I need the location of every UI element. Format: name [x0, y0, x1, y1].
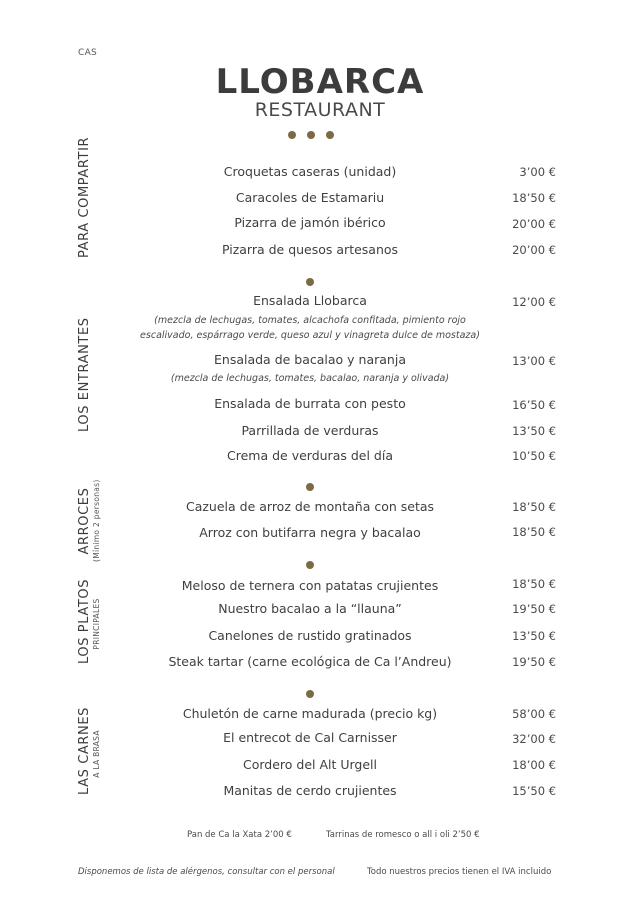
menu-item-price: 19’50 €	[512, 602, 556, 616]
menu-item-name: Pizarra de quesos artesanos	[221, 242, 399, 257]
menu-item-name: Nuestro bacalao a la “llauna”	[218, 601, 402, 616]
menu-item-price: 58’00 €	[512, 707, 556, 721]
menu-item-price: 18’00 €	[512, 758, 556, 772]
restaurant-title: LLOBARCA	[215, 62, 425, 102]
separator-dot	[306, 561, 314, 569]
menu-item-price: 32’00 €	[512, 732, 556, 746]
menu-item-price: 18’50 €	[512, 525, 556, 539]
menu-item-name: El entrecot de Cal Carnisser	[223, 730, 397, 745]
menu-item-description: (mezcla de lechugas, tomates, alcachofa confitada, pimiento rojo	[154, 315, 466, 326]
menu-item-price: 18’50 €	[512, 577, 556, 591]
menu-item-price: 10’50 €	[512, 449, 556, 463]
section-subtitle: PRINCIPALES	[92, 598, 101, 650]
menu-item-name: Cazuela de arroz de montaña con setas	[185, 499, 435, 514]
menu-item-price: 12’00 €	[512, 295, 556, 309]
menu-item-price: 18’50 €	[512, 500, 556, 514]
menu-item-price: 13’50 €	[512, 629, 556, 643]
title-dots-ornament	[288, 131, 334, 139]
separator-dot	[306, 690, 314, 698]
menu-item-name: Meloso de ternera con patatas crujientes	[181, 578, 439, 593]
menu-item-name: Pizarra de jamón ibérico	[234, 215, 386, 230]
separator-dot	[306, 278, 314, 286]
section-subtitle: (Mínimo 2 personas)	[92, 479, 101, 562]
menu-item-name: Cordero del Alt Urgell	[242, 757, 377, 772]
menu-item-price: 20’00 €	[512, 243, 556, 257]
menu-item-description: escalivado, espárrago verde, queso azul y vinagreta dulce de mostaza)	[140, 330, 480, 341]
allergens-note: Disponemos de lista de alérgenos, consultar con el personal	[78, 867, 335, 877]
menu-item-price: 15’50 €	[512, 784, 556, 798]
section-title: ARROCES	[77, 487, 92, 555]
menu-item-name: Chuletón de carne madurada (precio kg)	[182, 706, 438, 721]
menu-item-name: Ensalada de burrata con pesto	[214, 396, 406, 411]
vat-note: Todo nuestros precios tienen el IVA incluido	[367, 867, 552, 877]
menu-item-name: Croquetas caseras (unidad)	[223, 164, 397, 179]
bread-note: Pan de Ca la Xata 2’00 €	[187, 830, 292, 840]
menu-item-name: Canelones de rustido gratinados	[208, 628, 412, 643]
section-subtitle: A LA BRASA	[92, 730, 101, 778]
language-label[interactable]: CAS	[78, 48, 98, 58]
menu-item-name: Crema de verduras del día	[227, 448, 393, 463]
separator-dot	[306, 483, 314, 491]
section-title: LAS CARNES	[77, 706, 92, 795]
section-title: LOS ENTRANTES	[77, 317, 92, 432]
menu-item-price: 3’00 €	[519, 165, 556, 179]
menu-item-name: Manitas de cerdo crujientes	[223, 783, 397, 798]
menu-item-price: 20’00 €	[512, 217, 556, 231]
sauces-note: Tarrinas de romesco o all i oli 2’50 €	[326, 830, 480, 840]
menu-item-price: 18’50 €	[512, 191, 556, 205]
restaurant-subtitle: RESTAURANT	[254, 99, 386, 121]
menu-item-price: 16’50 €	[512, 398, 556, 412]
menu-item-name: Parrillada de verduras	[241, 423, 379, 438]
menu-item-name: Arroz con butifarra negra y bacalao	[199, 525, 421, 540]
menu-item-price: 13’50 €	[512, 424, 556, 438]
menu-item-description: (mezcla de lechugas, tomates, bacalao, naranja y olivada)	[170, 373, 450, 384]
menu-item-name: Caracoles de Estamariu	[235, 190, 385, 205]
menu-item-name: Ensalada Llobarca	[253, 293, 367, 308]
menu-item-price: 13’00 €	[512, 354, 556, 368]
section-title: LOS PLATOS	[77, 578, 92, 664]
menu-item-name: Steak tartar (carne ecológica de Ca l’Andreu)	[168, 654, 452, 669]
menu-item-price: 19’50 €	[512, 655, 556, 669]
menu-item-name: Ensalada de bacalao y naranja	[214, 352, 406, 367]
section-title: PARA COMPARTIR	[77, 136, 92, 258]
